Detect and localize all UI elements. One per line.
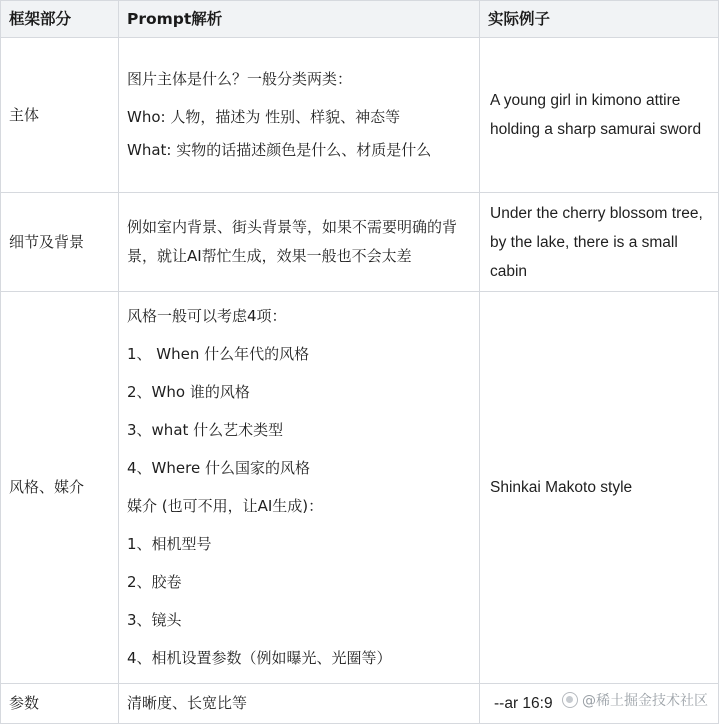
analysis-line: 2、Who 谁的风格 xyxy=(127,383,250,401)
analysis-line: 清晰度、长宽比等 xyxy=(127,694,248,712)
row-example: A young girl in kimono attire holding a sharp samurai sword xyxy=(480,38,719,193)
row-analysis xyxy=(119,292,480,684)
analysis-line: 3、镜头 xyxy=(127,611,182,629)
header-framework-part: 框架部分 xyxy=(1,1,119,38)
table-header-row xyxy=(1,1,719,38)
analysis-line: 媒介 (也可不用，让AI生成)： xyxy=(127,497,324,515)
analysis-line: 1、相机型号 xyxy=(127,535,212,553)
analysis-line: 4、Where 什么国家的风格 xyxy=(127,459,310,477)
analysis-line: 例如室内背景、街头背景等，如果不需要明确的背景，就让AI帮忙生成，效果一般也不会太差 xyxy=(127,218,458,265)
row-label: 参数 xyxy=(1,684,119,724)
analysis-line: 2、胶卷 xyxy=(127,573,182,591)
analysis-line: 图片主体是什么？一般分类两类： xyxy=(127,69,353,88)
row-example: Shinkai Makoto style xyxy=(480,292,719,684)
row-analysis xyxy=(119,38,480,193)
row-example: Under the cherry blossom tree, by the lake, there is a small cabin xyxy=(480,193,719,292)
table-row-style-medium xyxy=(1,292,719,684)
header-prompt-analysis: Prompt解析 xyxy=(119,1,480,38)
row-label: 主体 xyxy=(1,38,119,193)
watermark xyxy=(562,690,708,710)
row-label: 风格、媒介 xyxy=(1,292,119,684)
row-label: 细节及背景 xyxy=(1,193,119,292)
analysis-line: 3、what 什么艺术类型 xyxy=(127,421,284,439)
header-example: 实际例子 xyxy=(480,1,719,38)
table-row-detail-background xyxy=(1,193,719,292)
analysis-line: 4、相机设置参数（例如曝光、光圈等） xyxy=(127,649,392,667)
row-example: --ar 16:9 xyxy=(480,684,719,724)
juejin-logo-icon xyxy=(562,692,578,708)
analysis-line: 风格一般可以考虑4项： xyxy=(127,307,287,325)
row-analysis xyxy=(119,684,480,724)
analysis-line: 1、 When 什么年代的风格 xyxy=(127,345,310,363)
table-row-subject xyxy=(1,38,719,193)
analysis-line: What: 实物的话描述颜色是什么、材质是什么 xyxy=(127,140,432,159)
analysis-line: Who: 人物，描述为 性别、样貌、神态等 xyxy=(127,107,401,126)
watermark-text: @稀土掘金技术社区 xyxy=(582,693,708,709)
row-analysis xyxy=(119,193,480,292)
